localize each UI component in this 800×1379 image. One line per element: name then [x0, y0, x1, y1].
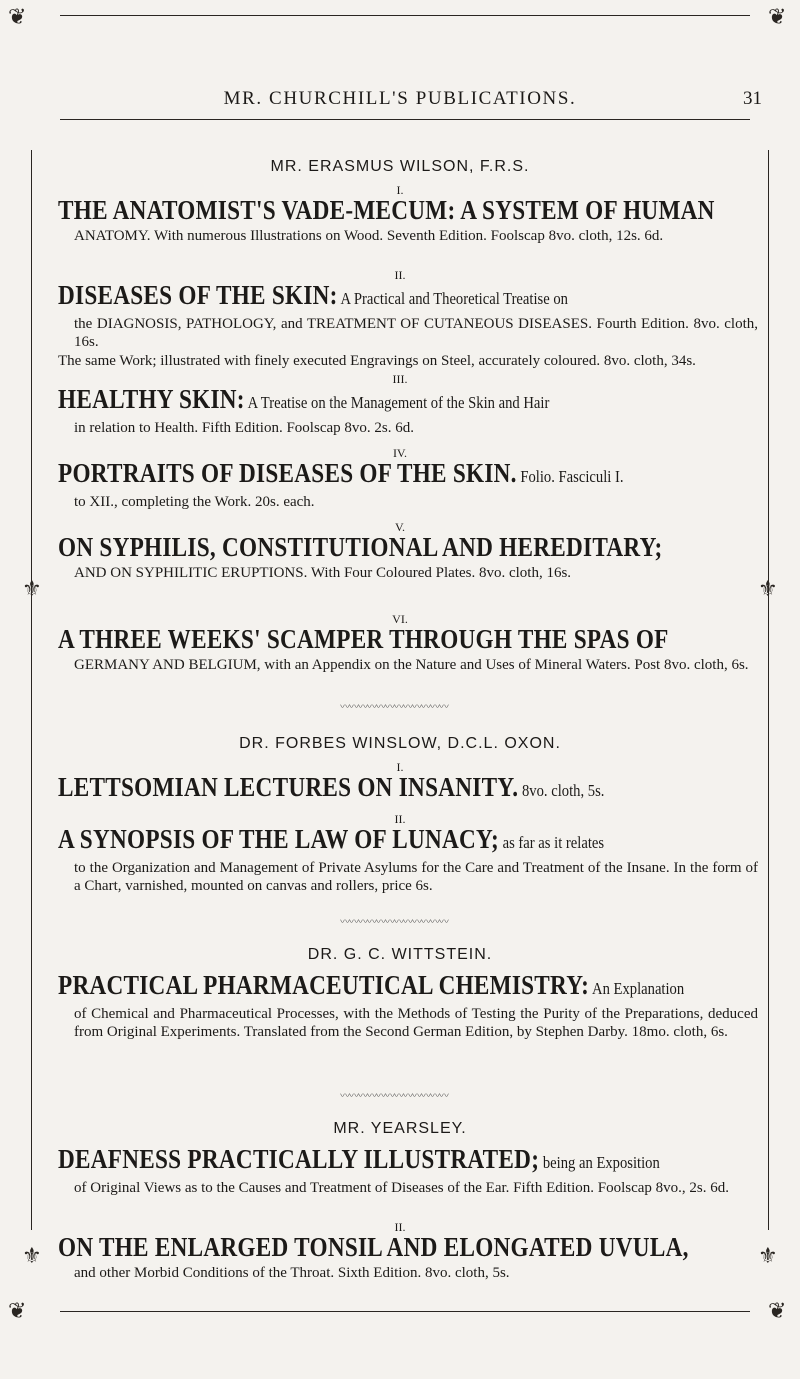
author-heading: MR. YEARSLEY.	[333, 1120, 467, 1137]
book-entry	[58, 970, 758, 1041]
book-title: A SYNOPSIS OF THE LAW OF LUNACY; as far as it relates	[58, 824, 605, 854]
corner-ornament-bottom-right: ❦	[768, 1298, 787, 1323]
header-rule	[60, 119, 750, 120]
book-title: LETTSOMIAN LECTURES ON INSANITY. 8vo. cloth, 5s.	[58, 772, 605, 802]
book-description: AND ON SYPHILITIC ERUPTIONS. With Four Coloured Plates. 8vo. cloth, 16s.	[74, 565, 572, 581]
book-title: A THREE WEEKS' SCAMPER THROUGH THE SPAS OF	[58, 624, 669, 654]
author-heading: DR. G. C. WITTSTEIN.	[307, 946, 493, 963]
side-ornament-right-2: ⚜	[758, 1243, 778, 1268]
book-description: the DIAGNOSIS, PATHOLOGY, and TREATMENT OF CUTANEOUS DISEASES. Fourth Edition. 8vo. cloth, 16s.	[74, 316, 758, 350]
book-entry	[58, 772, 758, 806]
section-divider: 〰〰〰〰〰〰〰〰〰〰〰〰	[340, 702, 448, 713]
right-border	[768, 150, 769, 1230]
entry-number: I.	[396, 183, 404, 197]
entry-number: V.	[394, 520, 406, 534]
book-title: PORTRAITS OF DISEASES OF THE SKIN. Folio. Fasciculi I.	[58, 458, 624, 488]
running-head: MR. CHURCHILL'S PUBLICATIONS.	[223, 88, 577, 109]
book-title: ON THE ENLARGED TONSIL AND ELONGATED UVULA,	[58, 1232, 689, 1262]
corner-ornament-bottom-left: ❦	[8, 1298, 27, 1323]
book-description: of Chemical and Pharmaceutical Processes, with the Methods of Testing the Purity of the Preparations, deduced from Original Experiments. Translated from the Second German Edition, by Stephen Darby. 18mo. cloth, 6s.	[74, 1006, 758, 1040]
left-border	[31, 150, 32, 1230]
entry-number: II.	[394, 1220, 406, 1234]
section-divider: 〰〰〰〰〰〰〰〰〰〰〰〰	[340, 917, 448, 928]
side-ornament-left-2: ⚜	[22, 1243, 42, 1268]
book-entry	[58, 458, 758, 511]
page-number: 31	[743, 88, 762, 109]
book-description: of Original Views as to the Causes and Treatment of Diseases of the Ear. Fifth Edition. Foolscap 8vo., 2s. 6d.	[74, 1180, 729, 1196]
top-rule	[60, 15, 750, 16]
book-entry	[58, 1232, 758, 1282]
book-description: to the Organization and Management of Private Asylums for the Care and Treatment of the Insane. In the form of a Chart, varnished, mounted on canvas and rollers, price 6s.	[74, 860, 758, 894]
book-description: to XII., completing the Work. 20s. each.	[74, 494, 315, 510]
book-entry	[58, 824, 758, 895]
entry-number: I.	[396, 760, 404, 774]
book-description: and other Morbid Conditions of the Throat. Sixth Edition. 8vo. cloth, 5s.	[74, 1265, 510, 1281]
book-entry	[58, 1144, 758, 1197]
entry-number: II.	[394, 268, 406, 282]
entry-number: IV.	[392, 446, 408, 460]
book-description: in relation to Health. Fifth Edition. Foolscap 8vo. 2s. 6d.	[74, 420, 414, 436]
book-title: DEAFNESS PRACTICALLY ILLUSTRATED; being an Exposition	[58, 1144, 660, 1174]
book-title: DISEASES OF THE SKIN: A Practical and Theoretical Treatise on	[58, 280, 568, 310]
entry-number: II.	[394, 812, 406, 826]
side-ornament-right-1: ⚜	[758, 576, 778, 601]
book-entry	[58, 624, 758, 674]
bottom-rule	[60, 1311, 750, 1312]
entry-number: III.	[392, 372, 408, 386]
book-description-extra: The same Work; illustrated with finely executed Engravings on Steel, accurately coloured. 8vo. cloth, 34s.	[58, 353, 696, 369]
book-entry	[58, 384, 758, 437]
book-description: ANATOMY. With numerous Illustrations on Wood. Seventh Edition. Foolscap 8vo. cloth, 12s. 6d.	[74, 228, 664, 244]
book-title: THE ANATOMIST'S VADE-MECUM: A SYSTEM OF HUMAN	[58, 195, 715, 225]
book-title: ON SYPHILIS, CONSTITUTIONAL AND HEREDITARY;	[58, 532, 663, 562]
book-title: PRACTICAL PHARMACEUTICAL CHEMISTRY: An Explanation	[58, 970, 685, 1000]
corner-ornament-top-right: ❦	[768, 4, 787, 29]
entry-number: VI.	[392, 612, 408, 626]
book-entry	[58, 532, 758, 582]
book-entry	[58, 280, 758, 370]
corner-ornament-top-left: ❦	[8, 4, 27, 29]
book-description: GERMANY AND BELGIUM, with an Appendix on the Nature and Uses of Mineral Waters. Post 8vo. cloth, 6s.	[74, 657, 749, 673]
author-heading: MR. ERASMUS WILSON, F.R.S.	[270, 158, 530, 175]
book-title: HEALTHY SKIN: A Treatise on the Management of the Skin and Hair	[58, 384, 550, 414]
author-heading: DR. FORBES WINSLOW, D.C.L. OXON.	[239, 735, 561, 752]
side-ornament-left-1: ⚜	[22, 576, 42, 601]
section-divider: 〰〰〰〰〰〰〰〰〰〰〰〰	[340, 1091, 448, 1102]
book-entry	[58, 195, 758, 245]
